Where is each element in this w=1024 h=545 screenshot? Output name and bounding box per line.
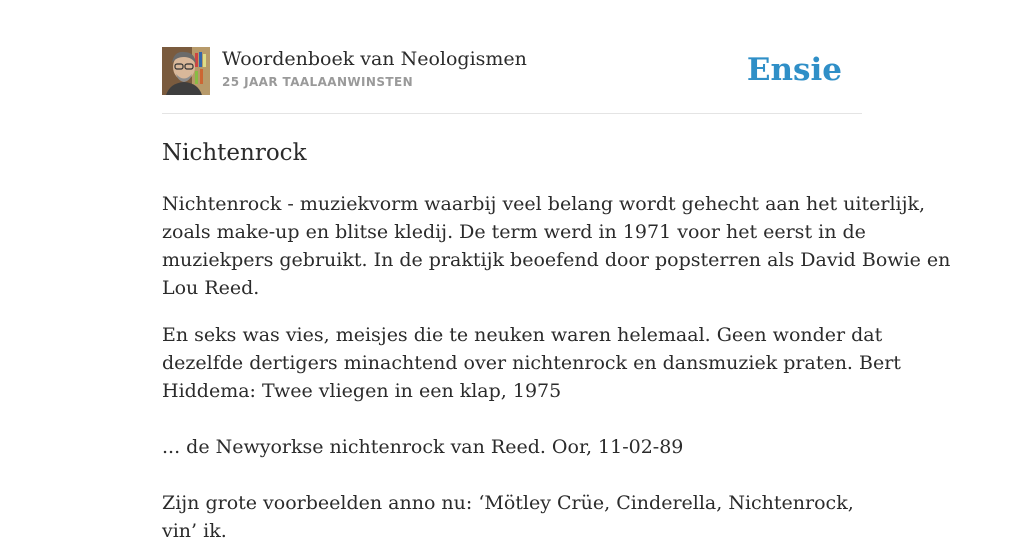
blog-subtitle: 25 JAAR TAALAANWINSTEN [222, 75, 414, 89]
paragraph-line: Hiddema: Twee vliegen in een klap, 1975 [162, 380, 562, 402]
header-divider [162, 113, 862, 114]
ensie-logo-link[interactable]: Ensie [746, 52, 842, 88]
post-title: Nichtenrock [162, 140, 307, 166]
author-avatar[interactable] [162, 47, 210, 95]
quote-paragraph [162, 321, 901, 405]
definition-paragraph [162, 190, 951, 302]
paragraph-line: Lou Reed. [162, 277, 260, 299]
paragraph-line: muziekpers gebruikt. In de praktijk beoefend door popsterren als David Bowie en [162, 249, 951, 271]
avatar-portrait-icon [162, 47, 210, 95]
paragraph-line: En seks was vies, meisjes die te neuken waren helemaal. Geen wonder dat [162, 324, 883, 346]
blog-header [162, 47, 862, 95]
paragraph-line: dezelfde dertigers minachtend over nichtenrock en dansmuziek praten. Bert [162, 352, 901, 374]
quote-line: ... de Newyorkse nichtenrock van Reed. Oor, 11-02-89 [162, 436, 684, 458]
paragraph-line: zoals make-up en blitse kledij. De term werd in 1971 voor het eerst in de [162, 221, 866, 243]
quote-line: Zijn grote voorbeelden anno nu: ‘Mötley Crüe, Cinderella, Nichtenrock, vin’ ik. [162, 492, 854, 542]
blog-title[interactable]: Woordenboek van Neologismen [222, 48, 527, 70]
paragraph-line: Nichtenrock - muziekvorm waarbij veel belang wordt gehecht aan het uiterlijk, [162, 193, 926, 215]
